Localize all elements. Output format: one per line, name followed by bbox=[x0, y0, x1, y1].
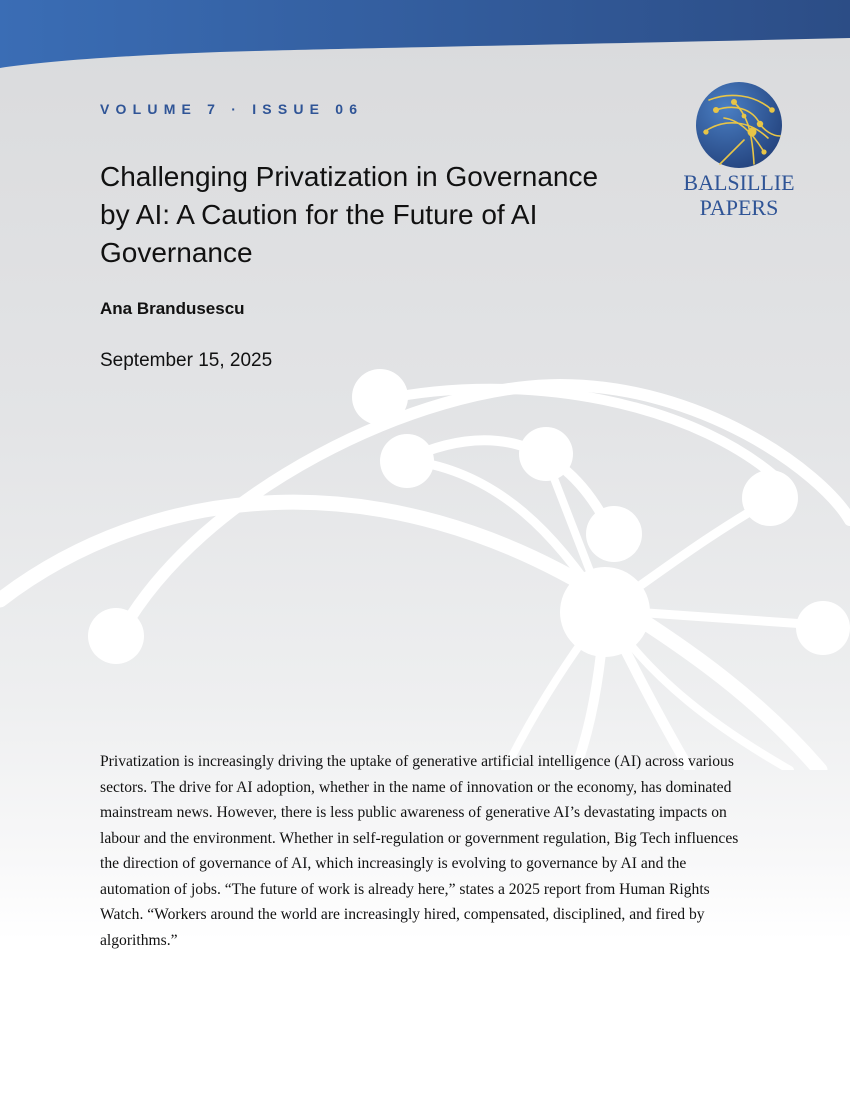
network-graphic-icon bbox=[0, 330, 850, 770]
abstract-paragraph: Privatization is increasingly driving the uptake of generative artificial intelligence (AI) across various sectors. The drive for AI adoption, whether in the name of innovation or the economy, has dominated mainstream news. However, there is less public awareness of generative AI’s devastating impacts on labour and the environment. Whether in self-regulation or government regulation, Big Tech influences the direction of governance of AI, which increasingly is evolving to governance by AI and the automation of jobs. “The future of work is already here,” states a 2025 report from Human Rights Watch. “Workers around the world are increasingly hired, compensated, disciplined, and fired by algorithms.” bbox=[100, 753, 739, 949]
network-globe-icon bbox=[694, 80, 784, 170]
publication-date: September 15, 2025 bbox=[100, 350, 273, 371]
logo-line-2: PAPERS bbox=[699, 195, 779, 220]
volume-issue: VOLUME 7 · ISSUE 06 bbox=[100, 101, 364, 117]
author-name: Ana Brandusescu bbox=[100, 299, 245, 318]
logo-line-1: BALSILLIE bbox=[683, 170, 795, 195]
header-band bbox=[0, 0, 850, 80]
paper-title: Challenging Privatization in Governance by AI: A Caution for the Future of AI Governance bbox=[100, 161, 599, 268]
balsillie-papers-logo bbox=[668, 80, 810, 220]
